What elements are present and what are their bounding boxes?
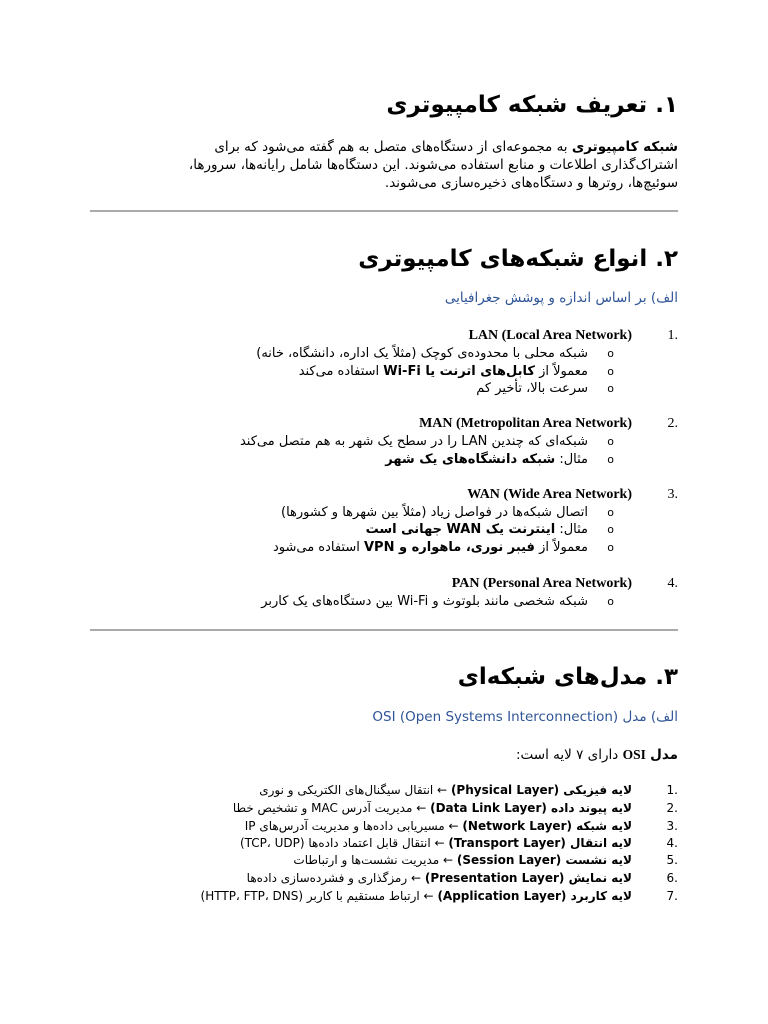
layer-text [240, 836, 632, 850]
list-item [90, 576, 678, 594]
bullet-item [90, 451, 678, 469]
bullet-item [90, 363, 678, 381]
bullet-item [90, 593, 678, 611]
layer-number: .1 [666, 783, 678, 797]
bullet-text [366, 521, 588, 539]
layer-text [245, 819, 632, 833]
layer-name: لایه پیوند داده (Data Link Layer) [430, 801, 632, 815]
intro-osi: OSI [622, 747, 646, 762]
osi-intro [516, 747, 678, 763]
divider [90, 210, 678, 212]
section-2-subheading: الف) بر اساس اندازه و پوشش جغرافیایی [444, 290, 678, 306]
layer-desc: ← مسیریابی داده‌ها و مدیریت آدرس‌های IP [244, 819, 463, 833]
bullet-text [273, 539, 588, 557]
layer-number: .7 [666, 889, 678, 903]
bullet-text: شبکه شخصی مانند بلوتوث و Wi-Fi بین دستگاه‌های یک کاربر [261, 594, 588, 609]
section-3-subheading: الف) مدل OSI (Open Systems Interconnection) [372, 709, 678, 725]
layer-desc: ← انتقال قابل اعتماد داده‌ها (TCP، UDP) [239, 836, 449, 850]
bullet-bold: اینترنت یک WAN جهانی است [365, 522, 556, 537]
item-number: .3 [667, 487, 678, 502]
item-title: LAN (Local Area Network) [468, 328, 632, 343]
bullet-item [90, 433, 678, 451]
layer-text [201, 889, 632, 903]
intro-text: دارای ۷ لایه است: [515, 747, 623, 763]
layer-item [90, 889, 678, 907]
item-number: .2 [667, 416, 678, 431]
paragraph-line-2: اشتراک‌گذاری اطلاعات و منابع استفاده می‌شوند. این دستگاه‌ها شامل رایانه‌ها، سرورها، [188, 157, 678, 173]
layer-item [90, 819, 678, 837]
layer-desc: ← انتقال سیگنال‌های الکتریکی و نوری [259, 783, 451, 797]
section-1-heading: ۱. تعریف شبکه کامپیوتری [386, 92, 678, 118]
layer-number: .2 [666, 801, 678, 815]
layer-desc: ← مدیریت نشست‌ها و ارتباطات [293, 853, 457, 867]
bullet-bold: فیبر نوری، ماهواره و VPN [364, 540, 535, 555]
bullet-item [90, 504, 678, 522]
list-item [90, 487, 678, 505]
layer-name: لایه کاربرد (Application Layer) [437, 889, 632, 903]
bullet-text: سرعت بالا، تأخیر کم [476, 381, 588, 396]
bullet-icon: o [607, 347, 614, 360]
bullet-item [90, 521, 678, 539]
bullet-item [90, 380, 678, 398]
bullet-text-part: مثال: [555, 452, 588, 467]
document-page [90, 0, 678, 1024]
bullet-icon: o [607, 435, 614, 448]
bullet-item [90, 345, 678, 363]
bullet-icon: o [607, 506, 614, 519]
layer-number: .4 [666, 836, 678, 850]
bullet-icon: o [607, 595, 614, 608]
bullet-text-part: معمولاً از [534, 540, 588, 555]
paragraph-line-1 [90, 138, 678, 156]
divider [90, 629, 678, 631]
section-2-heading: ۲. انواع شبکه‌های کامپیوتری [358, 246, 678, 272]
bullet-text-part: معمولاً از [534, 364, 588, 379]
item-number: .1 [667, 328, 678, 343]
layer-name: لایه انتقال (Transport Layer) [448, 836, 632, 850]
bullet-text [299, 363, 588, 381]
layer-text [293, 853, 632, 867]
layer-number: .5 [666, 853, 678, 867]
bullet-icon: o [607, 523, 614, 536]
layer-item [90, 801, 678, 819]
section-1-paragraph [90, 138, 678, 192]
bullet-text: اتصال شبکه‌ها در فواصل زیاد (مثلاً بین شهرها و کشورها) [281, 505, 588, 520]
layer-number: .6 [666, 871, 678, 885]
paragraph-line-3: سوئیچ‌ها، روترها و دستگاه‌های ذخیره‌سازی می‌شوند. [384, 175, 678, 191]
layer-item [90, 871, 678, 889]
bullet-text: شبکه‌ای که چندین LAN را در سطح یک شهر به هم متصل می‌کند [239, 434, 588, 449]
bullet-icon: o [607, 365, 614, 378]
item-number: .4 [667, 576, 678, 591]
bullet-bold: شبکه دانشگاه‌های یک شهر [385, 452, 556, 467]
layer-text [233, 801, 632, 815]
layer-name: لایه شبکه (Network Layer) [462, 819, 632, 833]
list-item [90, 328, 678, 346]
paragraph-text: به مجموعه‌ای از دستگاه‌های متصل به هم گفته می‌شود که برای [214, 139, 572, 155]
bullet-text: شبکه محلی با محدوده‌ی کوچک (مثلاً یک اداره، دانشگاه، خانه) [256, 346, 588, 361]
bullet-text-part: استفاده می‌شود [272, 540, 364, 555]
layer-name: لایه فیزیکی (Physical Layer) [450, 783, 632, 797]
layer-text [247, 871, 632, 885]
bullet-text [385, 451, 588, 469]
bullet-item [90, 539, 678, 557]
layer-item [90, 836, 678, 854]
item-title: WAN (Wide Area Network) [467, 487, 632, 502]
bullet-bold: کابل‌های اترنت یا Wi-Fi [383, 364, 535, 379]
item-title: PAN (Personal Area Network) [451, 576, 632, 591]
bold-term: شبکه کامپیوتری [571, 139, 678, 155]
layer-number: .3 [666, 819, 678, 833]
layer-desc: ← رمزگذاری و فشرده‌سازی داده‌ها [246, 871, 425, 885]
intro-bold: مدل [650, 747, 678, 763]
bullet-text-part: مثال: [555, 522, 588, 537]
layer-text [259, 783, 632, 797]
bullet-text-part: استفاده می‌کند [298, 364, 384, 379]
layer-desc: ← ارتباط مستقیم با کاربر (HTTP، FTP، DNS) [200, 889, 438, 903]
layer-item [90, 783, 678, 801]
list-item [90, 416, 678, 434]
section-3-heading: ۳. مدل‌های شبکه‌ای [457, 664, 678, 690]
layer-desc: ← مدیریت آدرس MAC و تشخیص خطا [232, 801, 431, 815]
layer-name: لایه نمایش (Presentation Layer) [424, 871, 632, 885]
bullet-icon: o [607, 453, 614, 466]
item-title: MAN (Metropolitan Area Network) [419, 416, 632, 431]
bullet-icon: o [607, 541, 614, 554]
bullet-icon: o [607, 382, 614, 395]
layer-name: لایه نشست (Session Layer) [456, 853, 632, 867]
layer-item [90, 853, 678, 871]
